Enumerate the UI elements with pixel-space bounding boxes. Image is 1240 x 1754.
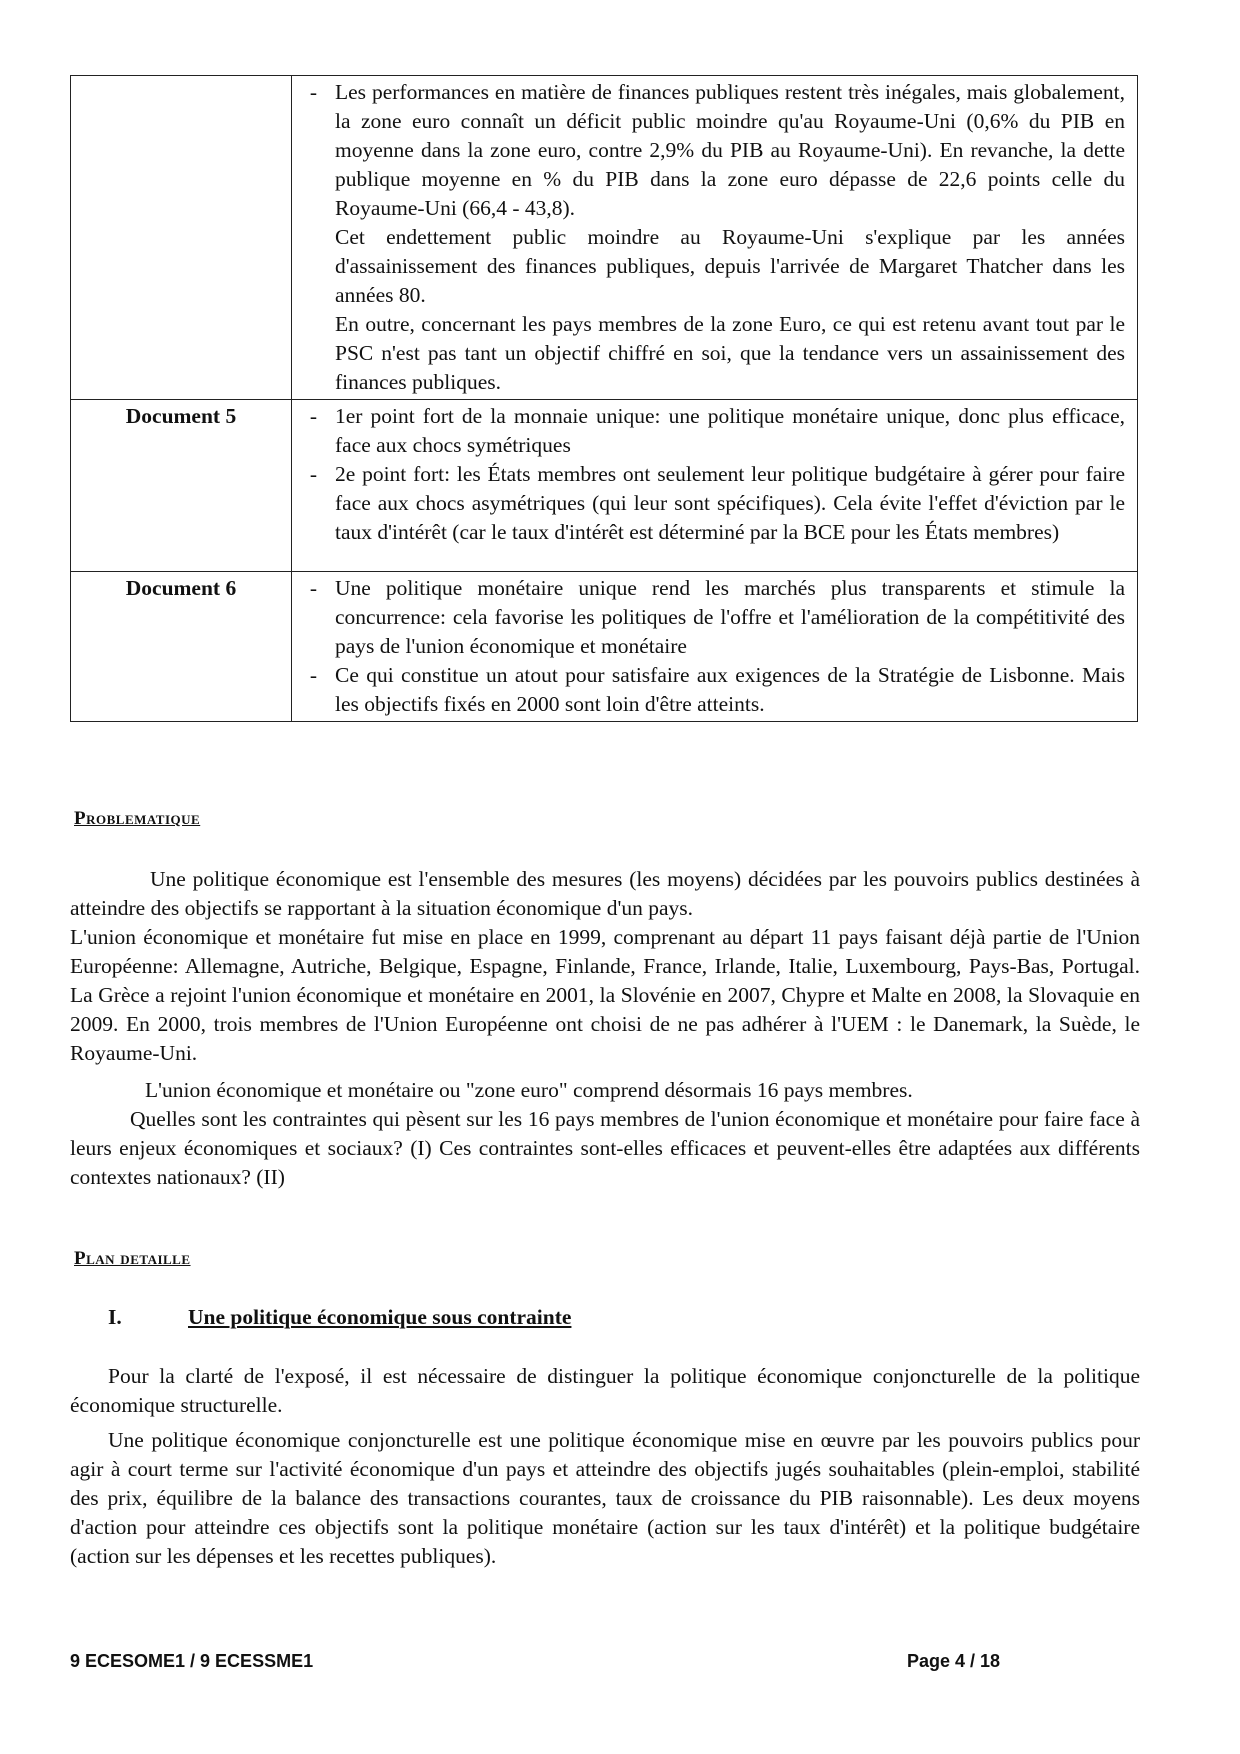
item-text: Ce qui constitue un atout pour satisfaire aux exigences de la Stratégie de Lisbonne. Mais les objectifs fixés en 2000 sont loin d'être atteints. xyxy=(335,663,1125,716)
documents-table xyxy=(70,75,1138,722)
list-item xyxy=(292,402,1125,460)
row-content xyxy=(292,400,1138,572)
row-content xyxy=(292,76,1138,400)
item-text: Les performances en matière de finances publiques restent très inégales, mais globalement, la zone euro connaît un déficit public moindre qu'au Royaume-Uni (0,6% du PIB en moyenne dans la zone euro, contre 2,9% du PIB au Royaume-Uni). En revanche, la dette publique moyenne en % du PIB dans la zone euro dépasse de 22,6 points celle du Royaume-Uni (66,4 - 43,8). xyxy=(335,80,1125,220)
paragraph: Une politique économique est l'ensemble des mesures (les moyens) décidées par les pouvoirs publics destinées à atteindre des objectifs se rapportant à la situation économique d'un pays. xyxy=(70,867,1140,920)
plan-body xyxy=(70,1362,1140,1571)
paragraph: Pour la clarté de l'exposé, il est nécessaire de distinguer la politique économique conjoncturelle de la politique économique structurelle. xyxy=(70,1364,1140,1417)
item-text: Cet endettement public moindre au Royaume-Uni s'explique par les années d'assainissement des finances publiques, depuis l'arrivée de Margaret Thatcher dans les années 80. xyxy=(335,225,1125,307)
table-row xyxy=(71,400,1138,572)
bullet-dash: - xyxy=(309,663,318,687)
paragraph: L'union économique et monétaire ou "zone euro" comprend désormais 16 pays membres. xyxy=(145,1078,913,1102)
part-title: Une politique économique sous contrainte xyxy=(188,1305,572,1329)
paragraph: Quelles sont les contraintes qui pèsent sur les 16 pays membres de l'union économique et monétaire pour faire face à leurs enjeux économiques et sociaux? (I) Ces contraintes sont-elles efficaces et peuvent-elles être adaptées aux différents contextes nationaux? (II) xyxy=(70,1107,1140,1189)
part-heading xyxy=(108,1305,571,1330)
paragraph: L'union économique et monétaire fut mise en place en 1999, comprenant au départ 11 pays faisant déjà partie de l'Union Européenne: Allemagne, Autriche, Belgique, Espagne, Finlande, France, Irlande, Italie, Luxembourg, Pays-Bas, Portugal. La Grèce a rejoint l'union économique et monétaire en 2001, la Slovénie en 2007, Chypre et Malte en 2008, la Slovaquie en 2009. En 2000, trois membres de l'Union Européenne ont choisi de ne pas adhérer à l'UEM : le Danemark, la Suède, le Royaume-Uni. xyxy=(70,925,1140,1065)
paragraph: Une politique économique conjoncturelle est une politique économique mise en œuvre par les pouvoirs publics pour agir à court terme sur l'activité économique d'un pays et atteindre des objectifs jugés souhaitables (plein-emploi, stabilité des prix, équilibre de la balance des transactions courantes, taux de croissance du PIB raisonnable). Les deux moyens d'action pour atteindre ces objectifs sont la politique monétaire (action sur les taux d'intérêt) et la politique budgétaire (action sur les dépenses et les recettes publiques). xyxy=(70,1428,1140,1568)
bullet-dash: - xyxy=(309,404,318,428)
bullet-dash: - xyxy=(309,576,318,600)
list-item xyxy=(292,661,1125,719)
problematique-heading: Problematique xyxy=(74,808,201,829)
list-item xyxy=(292,78,1125,223)
item-text: 2e point fort: les États membres ont seulement leur politique budgétaire à gérer pour faire face aux chocs asymétriques (qui leur sont spécifiques). Cela évite l'effet d'éviction par le taux d'intérêt (car le taux d'intérêt est déterminé par la BCE pour les États membres) xyxy=(335,462,1125,544)
footer-exam-code: 9 ECESOME1 / 9 ECESSME1 xyxy=(70,1651,314,1671)
problematique-body xyxy=(70,865,1140,1192)
item-text: Une politique monétaire unique rend les marchés plus transparents et stimule la concurrence: cela favorise les politiques de l'offre et l'amélioration de la compétitivité des pays de l'union économique et monétaire xyxy=(335,576,1125,658)
row-label: Document 5 xyxy=(71,400,292,572)
list-item xyxy=(292,460,1125,547)
plan-heading: Plan detaille xyxy=(74,1248,191,1269)
row-label xyxy=(71,76,292,400)
item-text: En outre, concernant les pays membres de la zone Euro, ce qui est retenu avant tout par le PSC n'est pas tant un objectif chiffré en soi, que la tendance vers un assainissement des finances publiques. xyxy=(335,312,1125,394)
list-item xyxy=(292,574,1125,661)
table-row xyxy=(71,572,1138,722)
table-row xyxy=(71,76,1138,400)
row-label: Document 6 xyxy=(71,572,292,722)
item-text: 1er point fort de la monnaie unique: une politique monétaire unique, donc plus efficace, face aux chocs symétriques xyxy=(335,404,1125,457)
bullet-dash: - xyxy=(309,80,318,104)
footer-page-number: Page 4 / 18 xyxy=(907,1651,1001,1671)
row-content xyxy=(292,572,1138,722)
bullet-dash: - xyxy=(309,462,318,486)
part-number: I. xyxy=(108,1305,122,1329)
